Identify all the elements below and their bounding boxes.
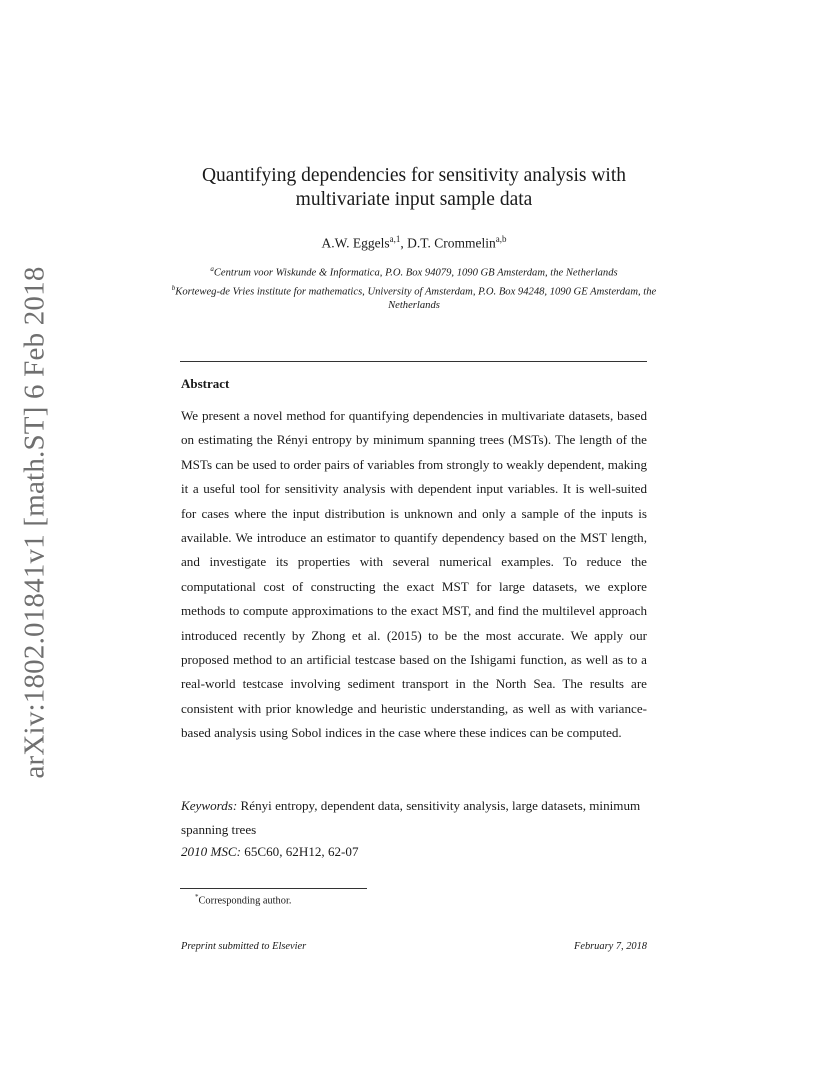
arxiv-sidebar	[15, 266, 55, 779]
preprint-note: Preprint submitted to Elsevier	[181, 941, 307, 952]
affiliation-b-mark: b	[171, 283, 176, 292]
author-list	[150, 234, 678, 252]
author-eggels: A.W. Eggels	[321, 235, 390, 251]
author-crommelin: D.T. Crommelin	[407, 235, 496, 251]
keywords-label: Keywords:	[181, 798, 238, 813]
affiliations	[150, 262, 678, 313]
footnote	[195, 893, 291, 906]
affiliation-a	[150, 262, 678, 281]
footnote-text: Corresponding author.	[198, 895, 292, 907]
abstract-top-rule	[180, 361, 647, 362]
footnote-rule	[180, 888, 367, 889]
abstract-text: We present a novel method for quantifying dependencies in multivariate datasets, based on estimating the Rényi entropy by minimum spanning trees (MSTs). The length of the MSTs can be used to order pairs of variables from strongly to weakly dependent, making it a useful tool for sensitivity analysis with dependent input variables. It is well-suited for cases where the input distribution is unknown and only a sample of the inputs is available. We introduce an estimator to quantify dependency based on the MST length, and investigate its properties with several numerical examples. To reduce the computational cost of constructing the exact MST for large datasets, we explore methods to compute approximations to the exact MST, and find the multilevel approach introduced recently by Zhong et al. (2015) to be the most accurate. We apply our proposed method to an artificial testcase based on the Ishigami function, as well as to a real-world testcase involving sediment transport in the North Sea. The results are consistent with prior knowledge and heuristic understanding, as well as with variance-based analysis using Sobol indices in the case where these indices can be computed.	[181, 408, 647, 741]
paper-title	[150, 164, 678, 212]
arxiv-identifier: arXiv:1802.01841v1 [math.ST] 6 Feb 2018	[18, 266, 51, 779]
title-line-1: Quantifying dependencies for sensitivity analysis with	[201, 165, 627, 186]
author-separator: ,	[400, 235, 408, 251]
affiliation-b	[150, 281, 678, 314]
title-line-2: multivariate input sample data	[295, 189, 533, 210]
affiliation-a-text: Centrum voor Wiskunde & Informatica, P.O. Box 94079, 1090 GB Amsterdam, the Netherlands	[213, 267, 618, 279]
msc-codes	[181, 844, 359, 860]
msc-label: 2010 MSC:	[181, 844, 242, 859]
footnote-mark: *	[195, 893, 199, 901]
msc-text: 65C60, 62H12, 62-07	[244, 844, 359, 859]
abstract-heading: Abstract	[181, 376, 230, 391]
affiliation-b-text: Korteweg-de Vries institute for mathematics, University of Amsterdam, P.O. Box 94248, 1090 GE Amsterdam, the Netherlands	[175, 286, 657, 312]
keywords-text: Rényi entropy, dependent data, sensitivity analysis, large datasets, minimum spanning trees	[181, 798, 641, 838]
affiliation-a-mark: a	[210, 265, 214, 273]
author-crommelin-affil: a,b	[495, 234, 507, 244]
keywords	[181, 794, 647, 843]
preprint-date: February 7, 2018	[573, 941, 647, 952]
author-eggels-affil: a,1	[389, 234, 401, 244]
